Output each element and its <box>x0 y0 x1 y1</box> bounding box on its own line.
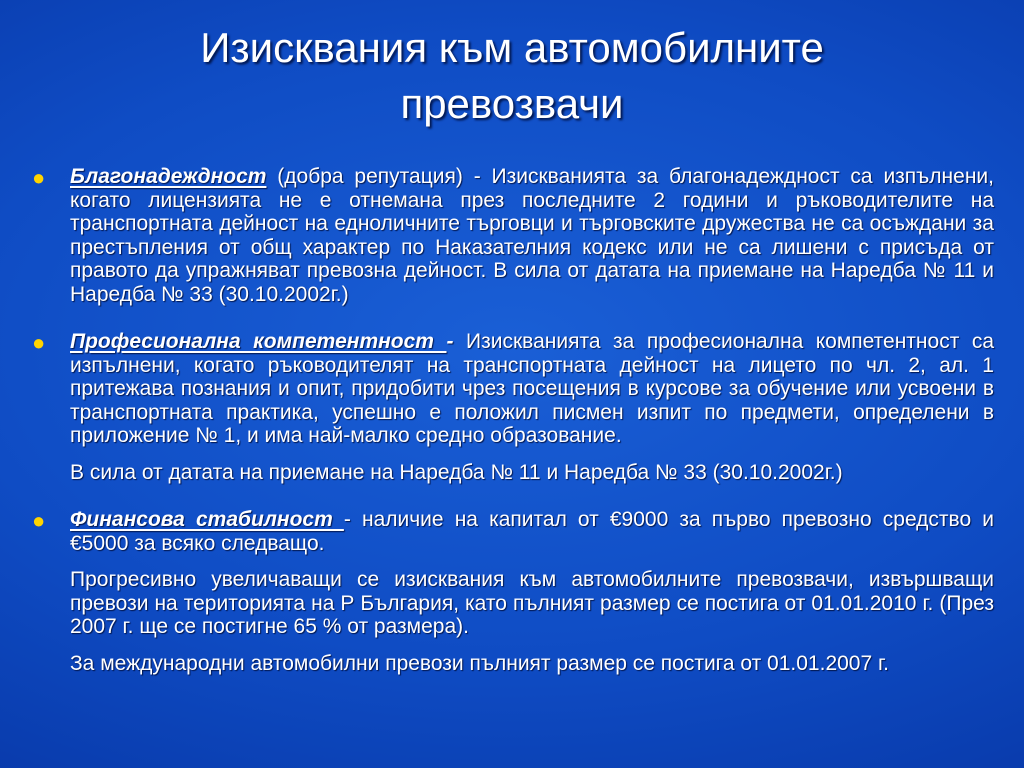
yellow-dot-icon: ● <box>32 330 46 355</box>
competence-note: В сила от датата на приемане на Наредба № 11 и Наредба № 33 (30.10.2002г.) <box>70 460 843 484</box>
term-financial-stability: Финансова стабилност <box>70 508 344 531</box>
slide-title <box>60 20 964 132</box>
title-line-1: Изисквания към автомобилните <box>200 24 824 71</box>
title-line-2: превозвачи <box>400 80 624 127</box>
term-competence: Професионална компетентност <box>70 330 447 353</box>
bullet-competence <box>30 330 994 448</box>
bullet-financial-body: - наличие на капитал от €9000 за първо превозно средство и €5000 за всяко следващо. <box>70 508 994 555</box>
yellow-dot-icon: ● <box>32 165 46 190</box>
financial-note-progressive: Прогресивно увеличаващи се изисквания към автомобилните превозвачи, извършващи превози на територията на Р България, като пълният размер се постига от 01.01.2010 г. (През 2007 г. ще се постигне 65 % от размера). <box>70 568 994 638</box>
bullet-competence-body: Изискванията за професионална компетентност са изпълнени, когато ръководителят на транспортната дейност на лицето по чл. 2, ал. 1 притежава познания и опит, придобити чрез посещения в курсове за обучение или усвоени в транспортната практика, успешно е положил писмен изпит по предмети, определени в приложение № 1, и има най-малко средно образование. <box>70 330 995 447</box>
bullet-reliability <box>30 165 994 306</box>
bullet-financial-stability <box>30 508 994 555</box>
term-competence-dash: - <box>446 330 467 353</box>
yellow-dot-icon: ● <box>32 508 46 533</box>
bullet-reliability-body: (добра репутация) - Изискванията за благонадеждност са изпълнени, когато лицензията не е отнемана през последните 2 години и ръководителите на транспортната дейност на едноличните търговци и търговските дружества не са осъждани за престъпления от общ характер по Наказателния кодекс или не са лишени с присъда от правото да упражняват превозна дейност. В сила от датата на приемане на Наредба № 11 и Наредба № 33 (30.10.2002г.) <box>70 165 994 306</box>
financial-note-international: За международни автомобилни превози пълният размер се постига от 01.01.2007 г. <box>70 651 889 675</box>
slide-content <box>30 165 994 675</box>
term-reliability: Благонадеждност <box>70 165 267 188</box>
